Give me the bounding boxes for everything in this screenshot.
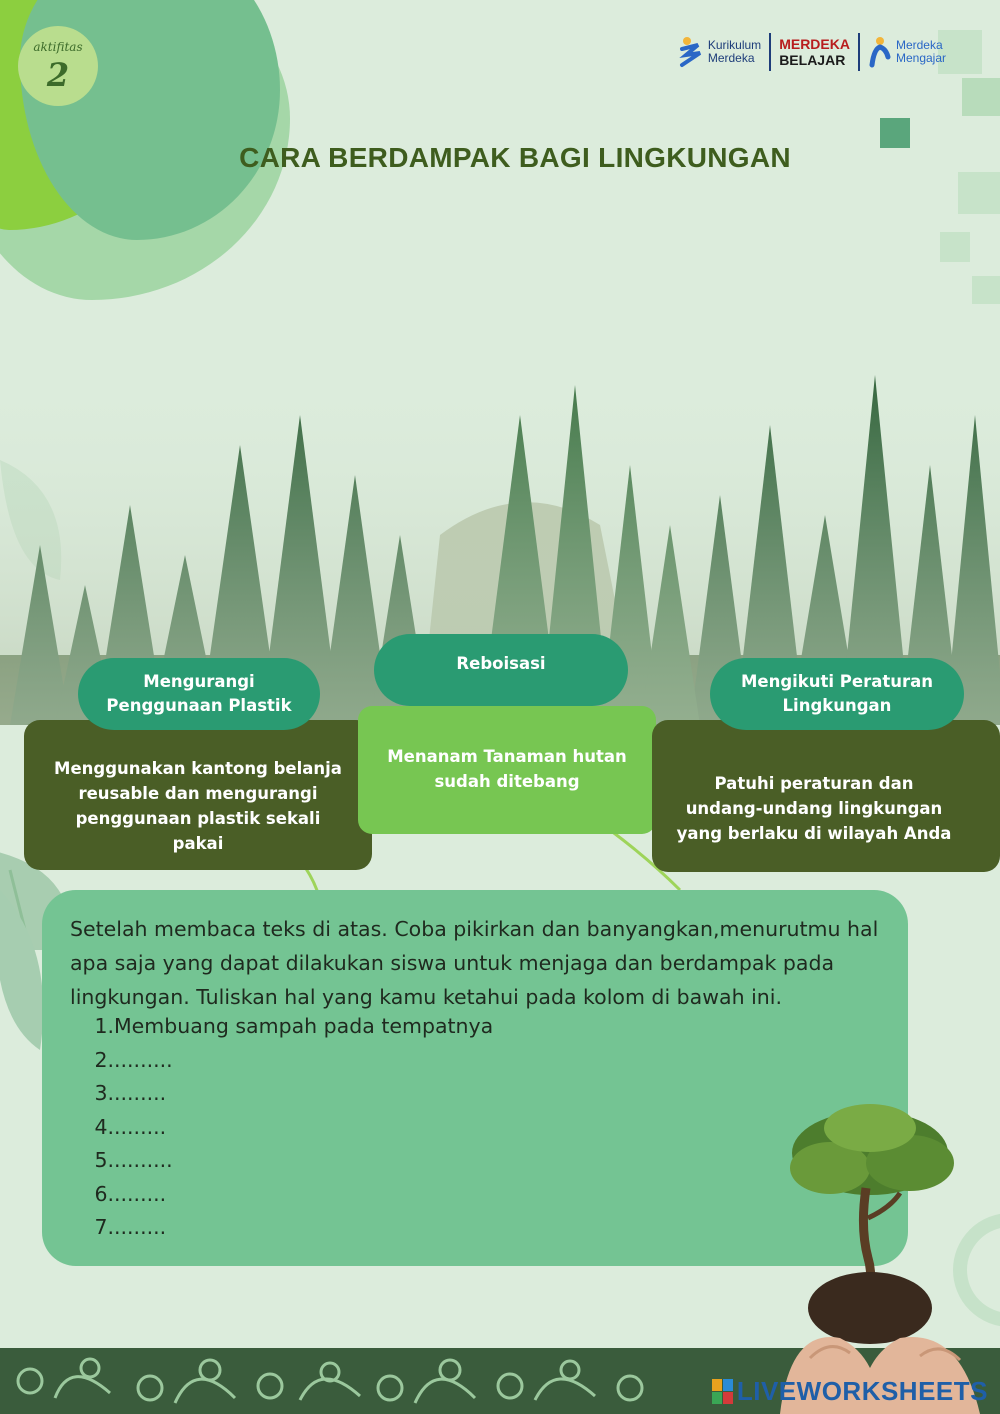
activity-badge-label: aktifitas (33, 40, 83, 54)
decor-square (958, 172, 1000, 214)
liveworksheets-logo (712, 1376, 988, 1407)
logo-divider (769, 33, 771, 71)
header-logos (678, 30, 946, 74)
tree-in-hands-image (770, 1098, 1000, 1414)
card-plastic-body (24, 720, 372, 870)
card-plastic-text: Menggunakan kantong belanja reusable dan mengurangi penggunaan plastik sekali pakai (54, 759, 342, 853)
activity-badge-number: 2 (46, 56, 70, 94)
answer-text[interactable]: Membuang sampah pada tempatnya (114, 1014, 494, 1038)
answer-number: 3. (94, 1081, 114, 1105)
liveworksheets-icon (712, 1379, 734, 1405)
answer-number: 4. (94, 1114, 114, 1139)
answer-number: 7. (94, 1215, 114, 1239)
merdeka-mengajar-text-1: Merdeka (895, 38, 943, 52)
answer-number: 2. (94, 1047, 114, 1072)
answer-item[interactable] (86, 1211, 493, 1245)
decor-square (972, 276, 1000, 304)
answer-text[interactable]: ........ (114, 1215, 167, 1239)
card-reboisasi-body (358, 706, 656, 834)
answer-number: 1. (94, 1014, 114, 1038)
answer-list (86, 1010, 493, 1245)
answer-text[interactable]: ......... (114, 1148, 173, 1172)
kurikulum-merdeka-logo (678, 35, 761, 69)
card-plastic-heading (78, 658, 320, 730)
answer-item[interactable] (86, 1044, 493, 1078)
liveworksheets-text: LIVEWORKSHEETS (736, 1376, 988, 1406)
merdeka-belajar-text-1: MERDEKA (779, 36, 850, 52)
answer-text[interactable]: ......... (114, 1047, 173, 1072)
merdeka-mengajar-icon (868, 35, 892, 69)
card-peraturan-heading-text: Mengikuti Peraturan Lingkungan (740, 672, 934, 715)
activity-badge (18, 26, 98, 106)
answer-item[interactable] (86, 1144, 493, 1178)
logo-divider (858, 33, 860, 71)
answer-item[interactable] (86, 1010, 493, 1044)
kurikulum-text-1: Kurikulum (707, 38, 762, 52)
answer-number: 5. (94, 1148, 114, 1172)
card-reboisasi-heading (374, 634, 628, 706)
page-title: CARA BERDAMPAK BAGI LINGKUNGAN (239, 142, 791, 173)
answer-text[interactable]: ........ (114, 1181, 167, 1206)
answer-number: 6. (94, 1181, 114, 1206)
merdeka-mengajar-logo (868, 35, 946, 69)
card-peraturan-body (652, 720, 1000, 872)
question-intro: Setelah membaca teks di atas. Coba pikirkan dan banyangkan,menurutmu hal apa saja yang dapat dilakukan siswa untuk menjaga dan berdampak pada lingkungan. Tuliskan hal yang kamu ketahui pada kolom di bawah ini. (70, 917, 879, 1009)
answer-item[interactable] (86, 1178, 493, 1212)
merdeka-belajar-logo (779, 36, 850, 68)
decor-square (962, 78, 1000, 116)
answer-text[interactable]: ........ (114, 1081, 167, 1105)
answer-item[interactable] (86, 1111, 493, 1145)
kurikulum-text-2: Merdeka (707, 51, 755, 65)
card-plastic-heading-text: Mengurangi Penggunaan Plastik (106, 672, 292, 715)
answer-item[interactable] (86, 1077, 493, 1111)
kurikulum-merdeka-icon (678, 35, 704, 69)
card-peraturan-text: Patuhi peraturan dan undang-undang lingkungan yang berlaku di wilayah Anda (676, 773, 952, 843)
merdeka-belajar-text-2: BELAJAR (779, 52, 846, 68)
answer-text[interactable]: ........ (114, 1114, 167, 1139)
card-reboisasi-heading-text: Reboisasi (456, 654, 546, 673)
card-reboisasi-text: Menanam Tanaman hutan sudah ditebang (387, 747, 627, 791)
card-peraturan-heading (710, 658, 964, 730)
decor-square (940, 232, 970, 262)
merdeka-mengajar-text-2: Mengajar (895, 51, 946, 65)
